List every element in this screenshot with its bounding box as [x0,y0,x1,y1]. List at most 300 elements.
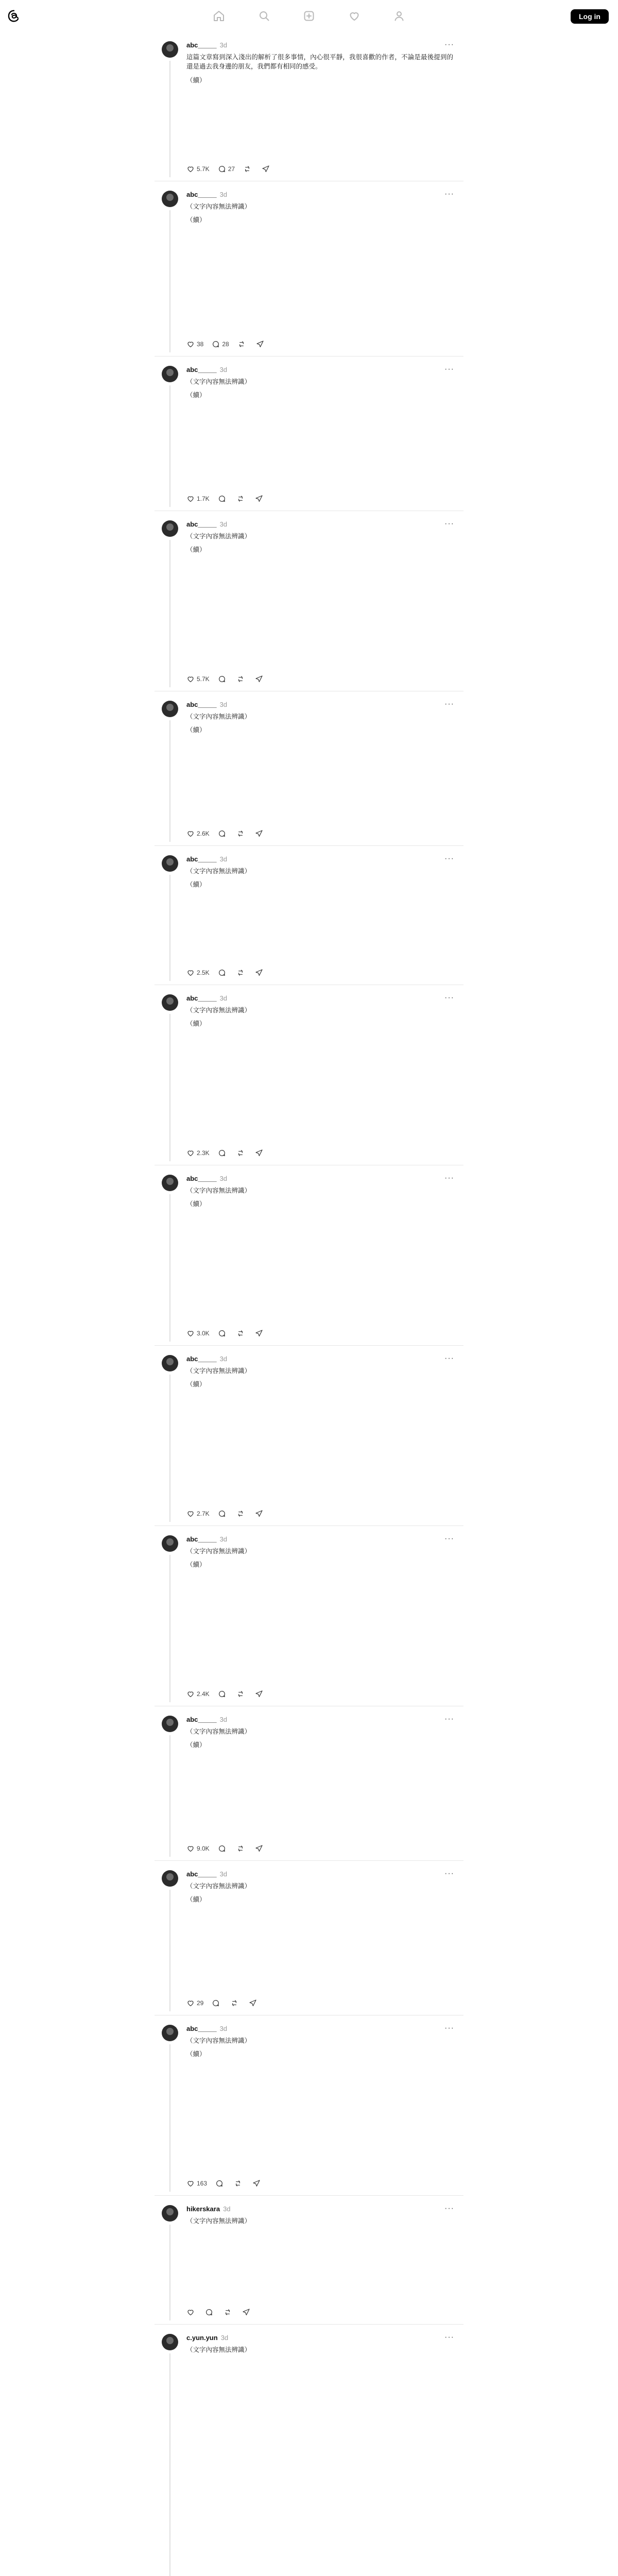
post-time: 3d [219,1355,228,1363]
like-count: 5.7K [197,165,210,173]
profile-icon [393,10,405,22]
repost-button[interactable] [236,1844,247,1853]
like-button[interactable] [186,340,203,348]
thread-post [154,357,464,511]
post-text [186,1186,453,1213]
username[interactable]: abc_____ [186,191,217,198]
post-header [186,1870,454,1879]
post-actions [186,2178,263,2189]
share-button[interactable] [255,1690,265,1698]
comment-button[interactable] [218,969,228,977]
post-content [154,511,464,691]
share-button[interactable] [255,1844,265,1853]
heart-icon [186,2308,195,2316]
heart-icon [186,1690,195,1698]
post-paragraph: （續） [186,1561,206,1569]
post-actions [186,1148,265,1158]
post-paragraph: （文字內容無法辨識） [186,2217,251,2225]
post-text [186,867,453,894]
thread-post [154,2325,464,2576]
like-count: 9.0K [197,1845,210,1852]
thread-connector-line [169,2353,170,2576]
repost-icon [236,1690,245,1698]
thread-connector-line [169,2225,170,2320]
like-count: 1.7K [197,495,210,502]
like-button[interactable] [186,675,210,683]
share-button[interactable] [252,2179,263,2188]
post-content [154,1706,464,1861]
username[interactable]: abc_____ [186,366,217,374]
thread-connector-line [169,210,170,352]
comment-icon [218,1844,226,1853]
repost-icon [224,2308,232,2316]
post-paragraph: （文字內容無法辨識） [186,2346,251,2353]
post-paragraph: （續） [186,392,206,399]
post-content [154,2015,464,2196]
more-options-icon[interactable]: ··· [444,854,454,863]
post-text [186,2036,453,2063]
post-content [154,181,464,357]
post-text [186,202,453,229]
more-options-icon[interactable]: ··· [444,1174,454,1182]
share-icon [255,495,263,503]
threads-logo-icon[interactable] [7,9,21,23]
post-time: 3d [223,2205,231,2213]
heart-icon [186,340,195,348]
comment-icon [212,340,220,348]
post-content [154,846,464,985]
repost-icon [230,1999,238,2007]
like-count: 2.5K [197,969,210,976]
post-header [186,1175,454,1184]
thread-connector-line [169,1735,170,1857]
more-options-icon[interactable]: ··· [444,2333,454,2342]
post-time: 3d [219,855,228,863]
post-content [154,1526,464,1706]
post-time: 3d [219,41,228,49]
share-icon [255,1510,263,1518]
repost-button[interactable] [236,1329,247,1337]
repost-button[interactable] [234,2179,244,2188]
post-time: 3d [219,1870,228,1878]
post-text [186,53,453,89]
share-icon [255,1329,263,1337]
like-button[interactable] [186,1690,210,1698]
repost-icon [236,969,245,977]
comment-button[interactable] [218,1844,228,1853]
post-time: 3d [219,520,228,528]
like-count: 2.7K [197,1510,210,1517]
comment-button[interactable] [218,1329,228,1337]
post-paragraph: （續） [186,1381,206,1388]
avatar[interactable] [162,1716,178,1732]
thread-post [154,181,464,357]
post-header [186,701,454,710]
post-header [186,1535,454,1545]
more-options-icon[interactable]: ··· [444,365,454,374]
home-icon [213,10,225,22]
comment-button[interactable] [212,1999,222,2007]
post-content [154,1165,464,1346]
like-button[interactable] [186,1149,210,1157]
comment-button[interactable] [218,675,228,683]
repost-button[interactable] [236,829,247,838]
username[interactable]: hikerskara [186,2205,220,2213]
repost-button[interactable] [224,2308,234,2316]
comment-icon [218,1149,226,1157]
share-icon [255,1690,263,1698]
like-button[interactable] [186,1510,210,1518]
post-paragraph: （文字內容無法辨識） [186,1728,251,1735]
more-options-icon[interactable]: ··· [444,1534,454,1543]
avatar[interactable] [162,2205,178,2222]
avatar[interactable] [162,41,178,58]
nav-compose[interactable] [294,7,324,25]
share-button[interactable] [256,340,266,348]
avatar[interactable] [162,994,178,1011]
heart-icon [186,1329,195,1337]
share-button[interactable] [255,969,265,977]
post-content [154,32,464,181]
post-text [186,2345,453,2359]
repost-icon [236,495,245,503]
post-content [154,691,464,846]
post-paragraph: （續） [186,1020,206,1028]
thread-connector-line [169,720,170,842]
repost-button[interactable] [236,495,247,503]
comment-button[interactable] [218,1690,228,1698]
username[interactable]: abc_____ [186,994,217,1002]
post-text [186,1727,453,1754]
like-count: 2.6K [197,830,210,837]
username[interactable]: abc_____ [186,41,217,49]
avatar[interactable] [162,1175,178,1191]
post-actions [186,1843,265,1854]
thread-post [154,32,464,181]
post-text [186,1006,453,1033]
post-header [186,994,454,1004]
more-options-icon[interactable]: ··· [444,1715,454,1723]
thread-connector-line [169,1375,170,1522]
repost-button[interactable] [243,165,253,173]
post-text [186,2216,453,2230]
avatar[interactable] [162,1355,178,1371]
post-paragraph: （續） [186,1200,206,1208]
comment-icon [215,2179,224,2188]
share-icon [262,165,270,173]
like-button[interactable] [186,2308,197,2316]
username[interactable]: c.yun.yun [186,2334,218,2342]
thread-post [154,846,464,985]
comment-button[interactable] [218,495,228,503]
post-header [186,2025,454,2034]
comment-count: 28 [222,341,229,348]
share-icon [256,340,264,348]
post-paragraph: （續） [186,1896,206,1904]
thread-post [154,1165,464,1346]
comment-icon [218,829,226,838]
share-button[interactable] [255,1510,265,1518]
post-paragraph: （續） [186,546,206,554]
post-header [186,1716,454,1725]
post-header [186,366,454,375]
thread-post [154,2015,464,2196]
post-paragraph: （文字內容無法辨識） [186,203,251,210]
thread-connector-line [169,2044,170,2192]
thread-connector-line [169,61,170,177]
more-options-icon[interactable]: ··· [444,1869,454,1878]
avatar[interactable] [162,366,178,382]
username[interactable]: abc_____ [186,520,217,528]
post-actions [186,828,265,839]
nav-activity[interactable] [339,7,370,25]
comment-icon [218,1510,226,1518]
comment-button[interactable] [218,165,235,173]
avatar[interactable] [162,191,178,207]
avatar[interactable] [162,2334,178,2350]
post-time: 3d [219,191,228,198]
share-button[interactable] [255,495,265,503]
nav-profile[interactable] [384,7,415,25]
thread-connector-line [169,1194,170,1342]
post-paragraph: （文字內容無法辨識） [186,378,251,385]
comment-icon [218,1329,226,1337]
repost-button[interactable] [236,969,247,977]
thread-post [154,1861,464,2015]
repost-icon [236,829,245,838]
post-paragraph: （文字內容無法辨識） [186,1007,251,1014]
username[interactable]: abc_____ [186,1355,217,1363]
avatar[interactable] [162,520,178,537]
post-paragraph: （文字內容無法辨識） [186,1187,251,1194]
comment-button[interactable] [218,1510,228,1518]
post-actions [186,1509,265,1519]
post-time: 3d [219,2025,228,2032]
post-text [186,712,453,739]
like-count: 163 [197,2180,208,2187]
comment-icon [212,1999,220,2007]
post-paragraph: （續） [186,76,206,84]
more-options-icon[interactable]: ··· [444,40,454,49]
post-actions [186,339,266,349]
nav-home[interactable] [203,7,234,25]
post-content [154,1346,464,1526]
thread-post [154,691,464,846]
heart-icon [186,165,195,173]
thread-post [154,985,464,1165]
share-button[interactable] [242,2308,252,2316]
comment-button[interactable] [218,1149,228,1157]
like-button[interactable] [186,1999,203,2007]
post-time: 3d [219,701,228,708]
avatar[interactable] [162,2025,178,2041]
main-nav [203,7,415,25]
post-paragraph: （文字內容無法辨識） [186,533,251,540]
post-time: 3d [219,1535,228,1543]
share-button[interactable] [255,1329,265,1337]
share-icon [255,969,263,977]
repost-icon [237,340,246,348]
repost-button[interactable] [236,1690,247,1698]
post-content [154,1861,464,2015]
post-paragraph: （續） [186,881,206,889]
repost-button[interactable] [237,340,248,348]
repost-icon [236,1149,245,1157]
repost-button[interactable] [236,675,247,683]
share-button[interactable] [255,829,265,838]
like-count: 2.4K [197,1690,210,1698]
heart-icon [186,1999,195,2007]
thread-post [154,1526,464,1706]
share-icon [252,2179,261,2188]
comment-icon [218,675,226,683]
thread-connector-line [169,875,170,981]
post-header [186,2205,454,2214]
post-paragraph: （文字內容無法辨識） [186,1548,251,1555]
more-options-icon[interactable]: ··· [444,700,454,708]
post-actions [186,674,265,684]
post-time: 3d [219,366,228,374]
like-button[interactable] [186,2179,207,2188]
post-time: 3d [220,2334,229,2342]
post-paragraph: （文字內容無法辨識） [186,713,251,720]
share-icon [255,675,263,683]
post-header [186,41,454,50]
post-time: 3d [219,994,228,1002]
username[interactable]: abc_____ [186,1716,217,1723]
share-icon [255,829,263,838]
comment-button[interactable] [205,2308,215,2316]
post-time: 3d [219,1716,228,1723]
share-button[interactable] [255,1149,265,1157]
share-icon [249,1999,257,2007]
post-content [154,2196,464,2325]
repost-button[interactable] [236,1510,247,1518]
heart-icon [186,969,195,977]
more-options-icon[interactable]: ··· [444,519,454,528]
thread-connector-line [169,540,170,687]
repost-button[interactable] [236,1149,247,1157]
like-button[interactable] [186,165,210,173]
comment-button[interactable] [212,340,229,348]
post-paragraph: （續） [186,1741,206,1749]
heart-icon [186,829,195,838]
username[interactable]: abc_____ [186,701,217,708]
thread-post [154,511,464,691]
comment-icon [218,1690,226,1698]
comment-icon [218,969,226,977]
like-button[interactable] [186,495,210,503]
login-button[interactable]: Log in [571,9,609,24]
username[interactable]: abc_____ [186,2025,217,2032]
share-icon [255,1844,263,1853]
like-count: 3.0K [197,1330,210,1337]
post-content [154,2325,464,2576]
more-options-icon[interactable]: ··· [444,2204,454,2213]
like-button[interactable] [186,969,210,977]
thread-connector-line [169,1555,170,1702]
avatar[interactable] [162,1535,178,1552]
like-button[interactable] [186,1844,210,1853]
post-actions [186,2307,252,2317]
post-actions [186,1998,259,2008]
post-time: 3d [219,1175,228,1182]
post-paragraph: （文字內容無法辨識） [186,1883,251,1890]
repost-icon [236,1510,245,1518]
share-button[interactable] [255,675,265,683]
repost-button[interactable] [230,1999,241,2007]
thread-post [154,2196,464,2325]
post-text [186,532,453,559]
avatar[interactable] [162,701,178,717]
repost-icon [243,165,251,173]
username[interactable]: abc_____ [186,855,217,863]
post-actions [186,968,265,978]
post-header [186,2334,454,2343]
top-bar [0,0,618,31]
post-content [154,985,464,1165]
post-text [186,377,453,404]
post-actions [186,1328,265,1338]
search-icon [258,10,270,22]
heart-icon [186,2179,195,2188]
heart-icon [186,1844,195,1853]
avatar[interactable] [162,855,178,872]
thread-connector-line [169,1890,170,2011]
post-actions [186,164,272,174]
repost-icon [236,1844,245,1853]
avatar[interactable] [162,1870,178,1887]
post-paragraph: （續） [186,216,206,224]
post-text [186,1882,453,1909]
share-button[interactable] [262,165,272,173]
repost-icon [234,2179,242,2188]
username[interactable]: abc_____ [186,1175,217,1182]
post-text [186,1366,453,1394]
comment-count: 27 [228,165,235,173]
post-paragraph: （文字內容無法辨識） [186,2037,251,2044]
more-options-icon[interactable]: ··· [444,993,454,1002]
post-header [186,1355,454,1364]
more-options-icon[interactable]: ··· [444,1354,454,1363]
username[interactable]: abc_____ [186,1535,217,1543]
thread-connector-line [169,1014,170,1161]
like-count: 38 [197,341,204,348]
username[interactable]: abc_____ [186,1870,217,1878]
heart-icon [348,10,360,22]
thread-post [154,1346,464,1526]
comment-button[interactable] [215,2179,226,2188]
heart-icon [186,1149,195,1157]
more-options-icon[interactable]: ··· [444,2024,454,2032]
more-options-icon[interactable]: ··· [444,190,454,198]
share-button[interactable] [249,1999,259,2007]
post-content [154,357,464,511]
like-count: 2.3K [197,1149,210,1157]
heart-icon [186,1510,195,1518]
repost-icon [236,1329,245,1337]
like-button[interactable] [186,1329,210,1337]
nav-search[interactable] [249,7,280,25]
like-count: 5.7K [197,675,210,683]
thread-feed [154,32,464,2576]
share-icon [255,1149,263,1157]
thread-post [154,1706,464,1861]
like-button[interactable] [186,829,210,838]
comment-button[interactable] [218,829,228,838]
post-paragraph: 這篇文章寫到深入淺出的解析了很多事情，內心很平靜，我很喜歡的作者，不論是最後提到的還是過去我身邊的朋友，我們都有相同的感受。 [186,54,453,71]
post-paragraph: （文字內容無法辨識） [186,1367,251,1375]
